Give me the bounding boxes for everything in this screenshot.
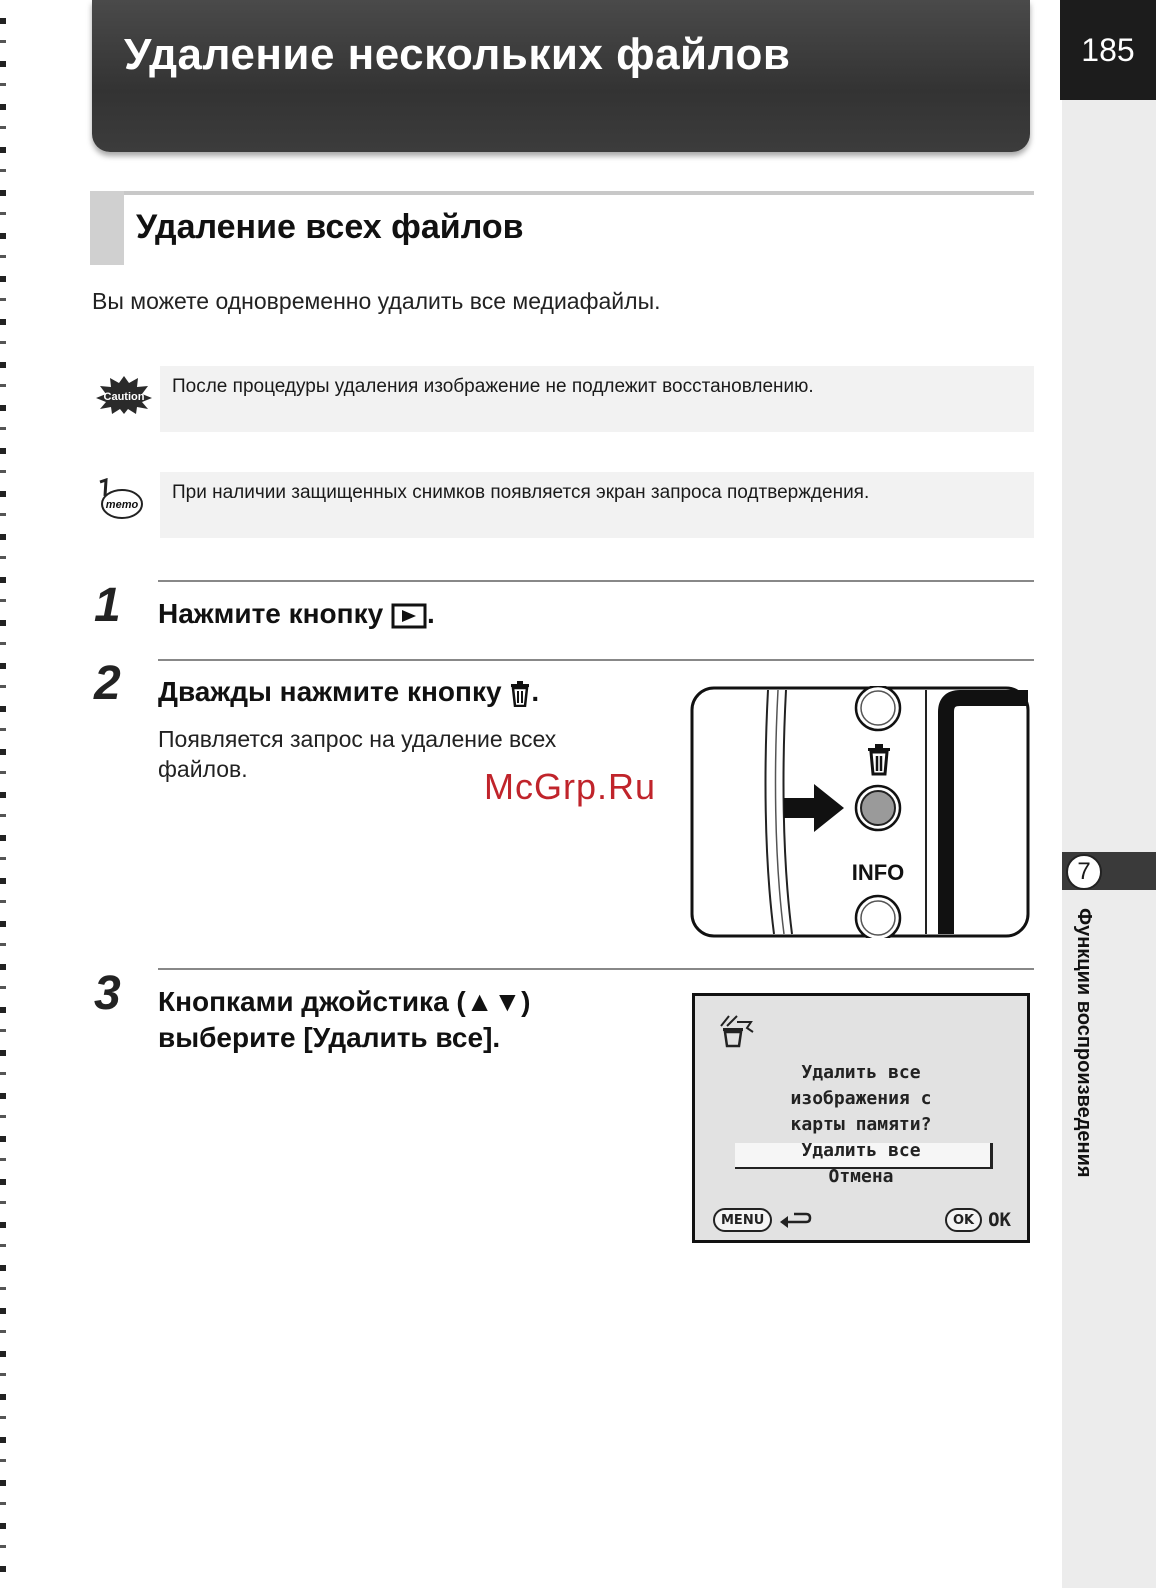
- step-2-heading-text: Дважды нажмите кнопку: [158, 676, 502, 707]
- chapter-side-tab: [1062, 100, 1156, 1588]
- back-arrow-icon: [778, 1210, 812, 1230]
- lcd-option-cancel[interactable]: Отмена: [828, 1166, 894, 1187]
- section-rule: [90, 191, 1034, 195]
- lcd-prompt-line-1: Удалить все: [801, 1062, 921, 1083]
- page-edge-scan-marks: [0, 0, 6, 1588]
- step-2-rule: [158, 659, 1034, 661]
- memo-icon: [96, 478, 144, 520]
- watermark: McGrp.Ru: [484, 766, 657, 807]
- ok-button-label: OK: [945, 1208, 982, 1232]
- memo-icon-label: memo: [105, 499, 139, 511]
- lcd-menu-back: [713, 1208, 812, 1232]
- camera-back-illustration: [690, 686, 1030, 938]
- caution-icon-label: Caution: [103, 391, 145, 403]
- lcd-prompt-line-3: карты памяти?: [790, 1114, 932, 1135]
- lcd-prompt-line-2: изображения с: [790, 1088, 932, 1109]
- step-1-heading-suffix: .: [426, 598, 435, 629]
- step-1-rule: [158, 580, 1034, 582]
- caution-icon: [96, 376, 152, 414]
- step-2-body: Появляется запрос на удаление всех файлов.: [158, 726, 557, 782]
- step-3-rule: [158, 968, 1034, 970]
- step-3-number: 3: [94, 967, 121, 1020]
- step-1-heading-text: Нажмите кнопку: [158, 598, 384, 629]
- delete-all-icon: [717, 1014, 755, 1048]
- trash-icon: [509, 681, 531, 707]
- camera-top-button: [856, 686, 900, 730]
- lcd-confirmation-screen: [692, 993, 1030, 1243]
- memo-text: При наличии защищенных снимков появляется экран запроса подтверждения.: [172, 482, 870, 503]
- section-marker: [90, 191, 124, 265]
- step-3-heading: [158, 984, 531, 1056]
- camera-info-label: INFO: [851, 860, 905, 885]
- intro-text: Вы можете одновременно удалить все медиафайлы.: [92, 288, 661, 314]
- step-2-heading-suffix: .: [531, 676, 540, 707]
- step-3-heading-line2: выберите [Удалить все].: [158, 1022, 501, 1053]
- page-number: 185: [1060, 0, 1156, 100]
- lcd-ok-confirm: [945, 1208, 1011, 1232]
- chapter-title: Функции воспроизведения: [1073, 908, 1095, 1178]
- step-2-number: 2: [94, 657, 121, 710]
- lcd-option-delete-all[interactable]: Удалить все: [801, 1140, 921, 1161]
- section-title: Удаление всех файлов: [136, 208, 524, 246]
- step-2-heading: [158, 674, 539, 710]
- chapter-number-badge: 7: [1066, 854, 1102, 890]
- step-3-heading-line1: Кнопками джойстика (▲▼): [158, 986, 531, 1017]
- ok-label: OK: [988, 1209, 1011, 1231]
- page-header-title: Удаление нескольких файлов: [124, 30, 791, 79]
- camera-info-button: [856, 896, 900, 938]
- caution-text: После процедуры удаления изображение не подлежит восстановлению.: [172, 376, 814, 397]
- menu-button-label: MENU: [713, 1208, 772, 1232]
- playback-button-icon: [391, 603, 427, 629]
- step-1-number: 1: [94, 579, 121, 632]
- step-1-heading: [158, 596, 435, 632]
